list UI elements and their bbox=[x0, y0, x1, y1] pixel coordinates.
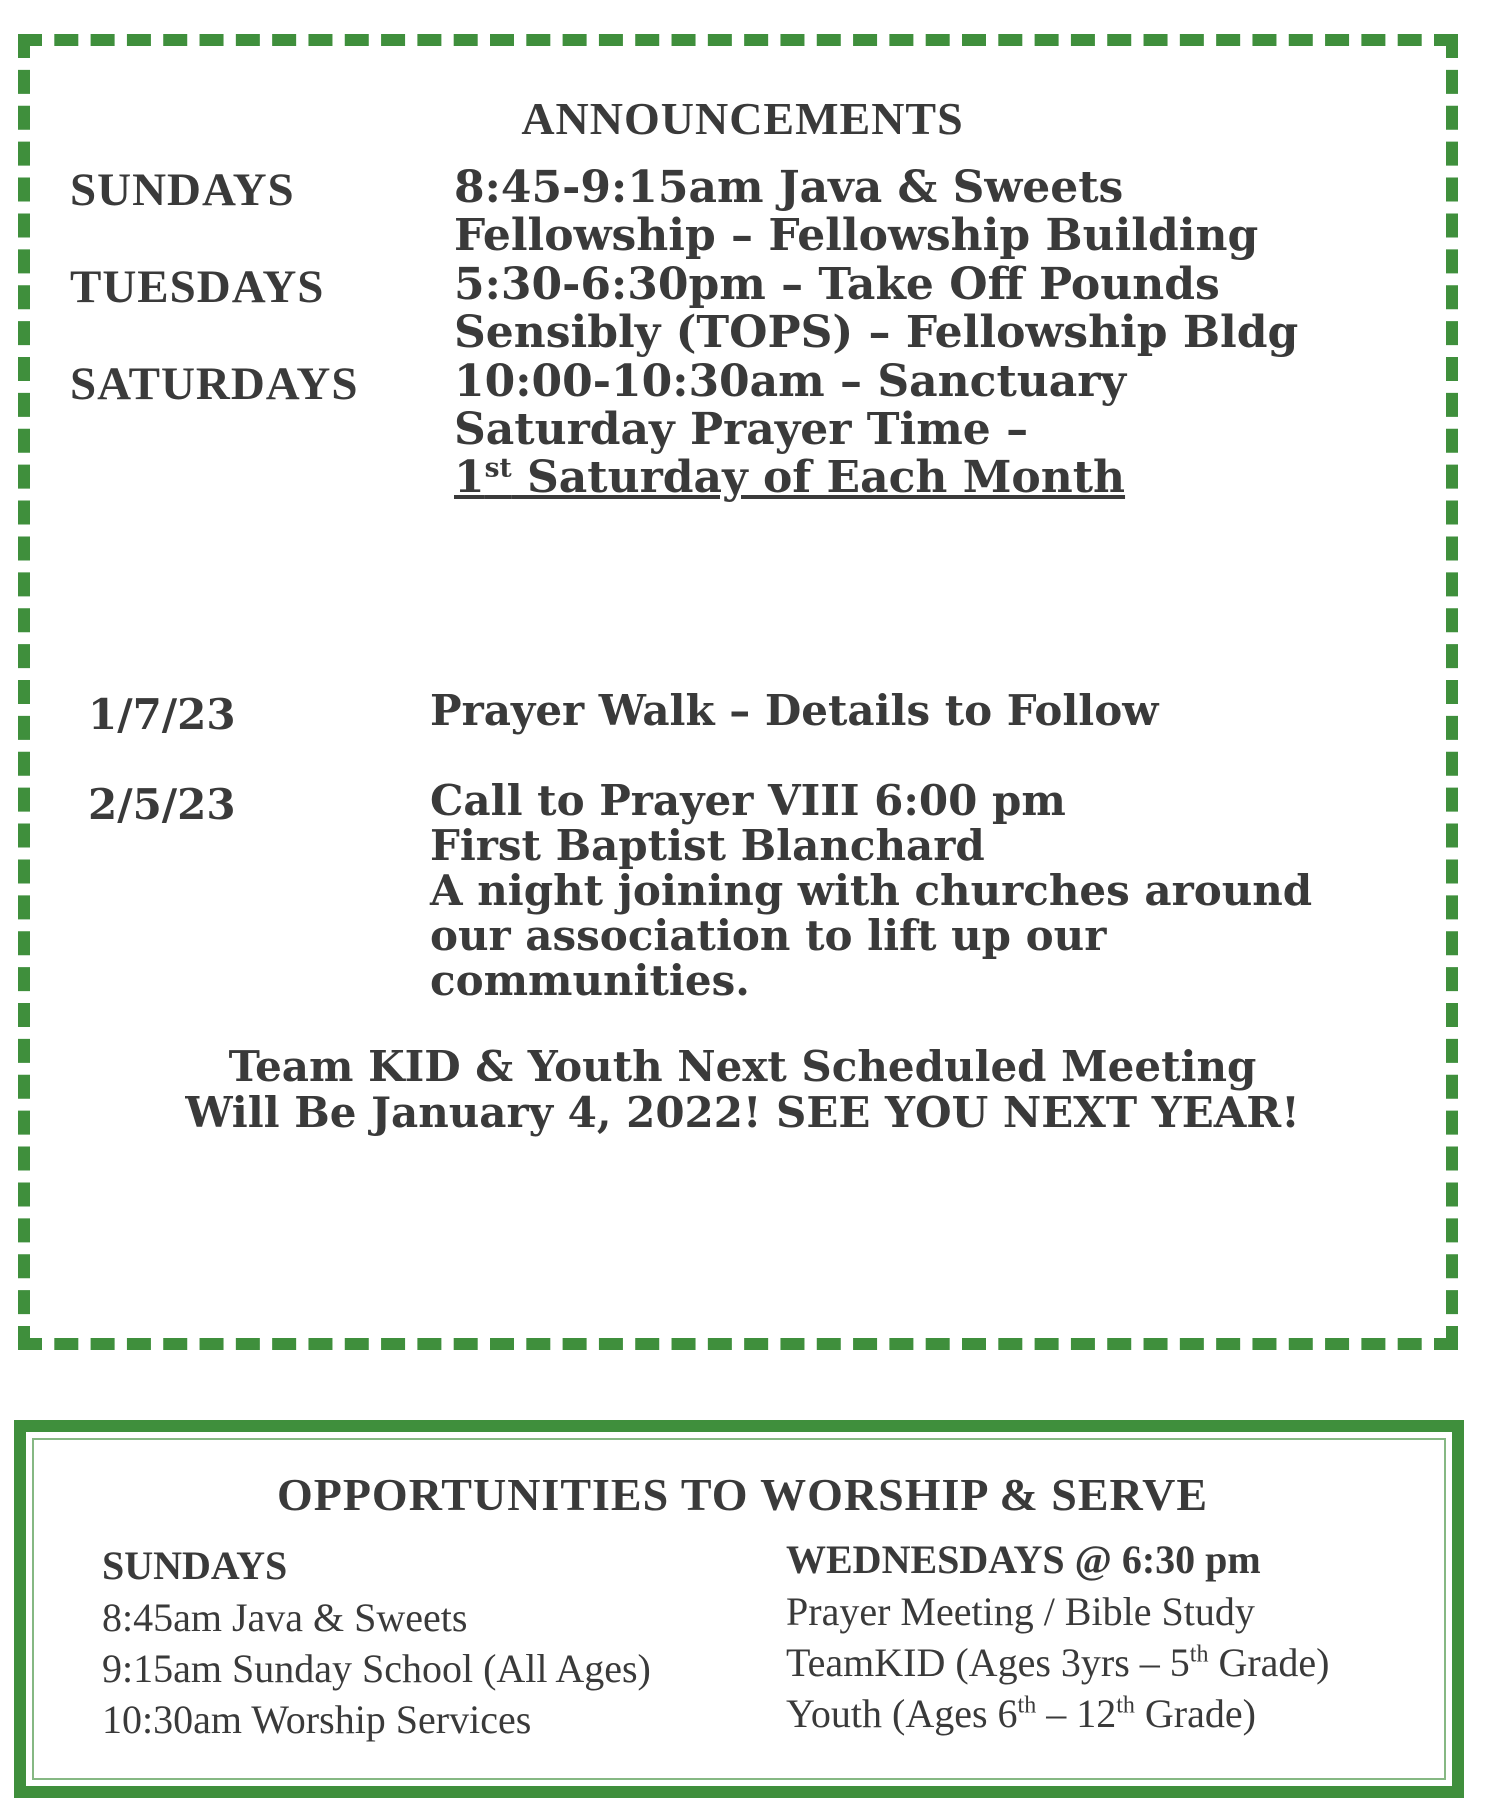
event-date: 2/5/23 bbox=[88, 780, 236, 829]
ordinal-number: 1 bbox=[454, 452, 485, 503]
text-part: – 12 bbox=[1036, 1691, 1117, 1736]
ordinal-suffix: st bbox=[484, 452, 512, 484]
schedule-line: 5:30-6:30pm – Take Off Pounds bbox=[454, 259, 1220, 310]
worship-title: OPPORTUNITIES TO WORSHIP & SERVE bbox=[276, 1469, 1209, 1520]
event-date: 1/7/23 bbox=[88, 690, 236, 739]
team-note-line: Team KID & Youth Next Scheduled Meeting bbox=[228, 1042, 1257, 1091]
wednesdays-heading: WEDNESDAYS @ 6:30 pm bbox=[786, 1537, 1261, 1582]
event-description bbox=[430, 688, 1440, 733]
wednesdays-item-youth bbox=[786, 1688, 1330, 1739]
text-part: Grade) bbox=[1208, 1640, 1330, 1685]
schedule-line: Fellowship – Fellowship Building bbox=[454, 210, 1259, 261]
schedule-line-rest: Saturday of Each Month bbox=[511, 452, 1126, 503]
schedule-text-saturdays bbox=[454, 358, 1464, 502]
schedule-line: 8:45-9:15am Java & Sweets bbox=[454, 162, 1124, 213]
event-line: First Baptist Blanchard bbox=[430, 821, 985, 870]
text-part: Youth (Ages 6 bbox=[786, 1691, 1018, 1736]
event-line: Prayer Walk – Details to Follow bbox=[430, 686, 1159, 735]
ordinal-suffix: th bbox=[1189, 1641, 1209, 1668]
event-line: A night joining with churches around bbox=[430, 866, 1313, 915]
sundays-item: 8:45am Java & Sweets bbox=[102, 1595, 468, 1640]
wednesdays-item-teamkid bbox=[786, 1637, 1330, 1688]
sundays-heading: SUNDAYS bbox=[102, 1543, 288, 1588]
text-part: TeamKID (Ages 3yrs – 5 bbox=[786, 1640, 1190, 1685]
event-line: Call to Prayer VIII 6:00 pm bbox=[430, 776, 1066, 825]
event-description bbox=[430, 778, 1440, 1003]
schedule-day-saturdays: SATURDAYS bbox=[70, 358, 359, 410]
event-line: communities. bbox=[430, 956, 750, 1005]
schedule-line: Saturday Prayer Time – bbox=[454, 404, 1029, 455]
event-line: our association to lift up our bbox=[430, 911, 1107, 960]
team-kid-youth-note bbox=[0, 1044, 1485, 1136]
schedule-text-sundays bbox=[454, 164, 1464, 260]
schedule-line-first-saturday bbox=[454, 454, 1464, 502]
schedule-line: 10:00-10:30am – Sanctuary bbox=[454, 356, 1127, 407]
schedule-day-tuesdays: TUESDAYS bbox=[70, 261, 325, 313]
announcements-title: ANNOUNCEMENTS bbox=[521, 93, 964, 144]
sundays-item: 10:30am Worship Services bbox=[102, 1697, 532, 1742]
sundays-column bbox=[102, 1540, 651, 1745]
schedule-day-sundays: SUNDAYS bbox=[70, 164, 295, 216]
sundays-item: 9:15am Sunday School (All Ages) bbox=[102, 1646, 651, 1691]
team-note-line: Will Be January 4, 2022! SEE YOU NEXT YEAR! bbox=[185, 1088, 1300, 1137]
ordinal-suffix: th bbox=[1017, 1692, 1037, 1719]
text-part: Grade) bbox=[1134, 1691, 1256, 1736]
ordinal-suffix: th bbox=[1116, 1692, 1135, 1719]
schedule-text-tuesdays bbox=[454, 261, 1464, 357]
wednesdays-column bbox=[786, 1534, 1330, 1739]
wednesdays-item: Prayer Meeting / Bible Study bbox=[786, 1589, 1255, 1634]
schedule-line: Sensibly (TOPS) – Fellowship Bldg bbox=[454, 307, 1299, 358]
